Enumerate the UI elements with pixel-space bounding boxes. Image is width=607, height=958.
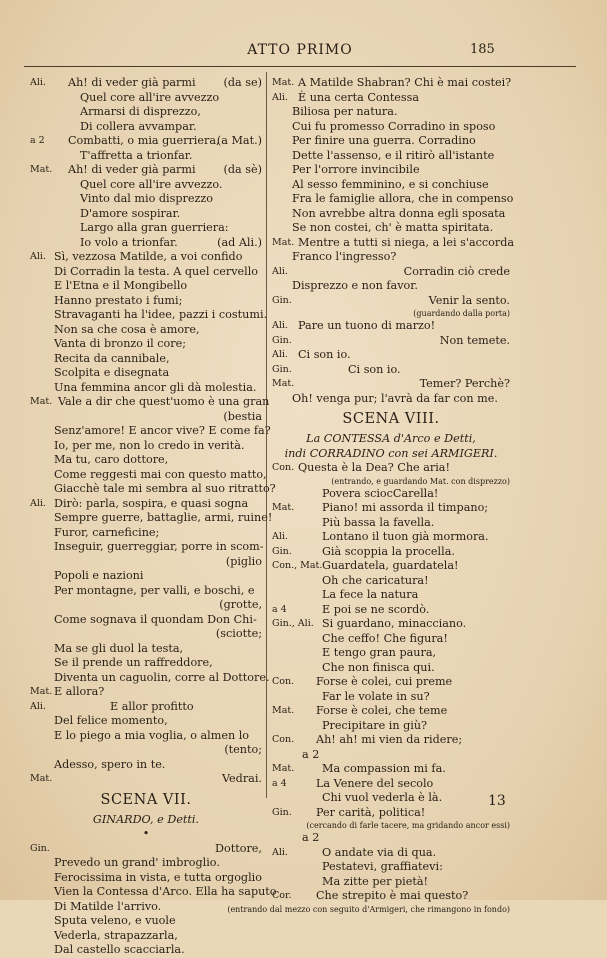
stage-direction (227, 904, 510, 915)
speaker-label: Ali. (272, 531, 288, 542)
speaker-label: Gin. (272, 363, 292, 375)
verse-line (30, 395, 270, 410)
verse-line (30, 497, 262, 512)
stage-direction-text: (entrando, e guardando Mat. con disprezzo) (331, 476, 510, 486)
verse-text: Vien la Contessa d'Arco. Ella ha saputo (54, 885, 277, 898)
verse-line (30, 467, 267, 483)
verse-text: Più bassa la favella. (322, 515, 435, 529)
verse-text: Sempre guerre, battaglie, armi, ruine! (54, 511, 273, 524)
verse-text: Disprezzo e non favor. (292, 279, 418, 292)
right-aligned-text: (tento; (224, 743, 262, 756)
speaker-label: Gin., Ali. (272, 618, 314, 629)
speaker-label: Ali. (272, 91, 288, 103)
verse-line (30, 134, 262, 149)
verse-text: O andate via di qua. (322, 845, 437, 859)
verse-text: Cui fu promesso Corradino in sposo (292, 119, 496, 133)
verse-text: E poi se ne scordò. (322, 602, 430, 616)
scene-cast: GINARDO, e Detti. (92, 812, 200, 826)
verse-line (30, 929, 262, 944)
verse-text: Una femmina ancor gli dà molestia. (54, 380, 257, 394)
right-aligned-text: (da sè) (223, 163, 262, 176)
verse-text: Piano! mi assorda il timpano; (322, 501, 489, 514)
verse-line (30, 511, 273, 526)
speaker-label: Gin. (30, 842, 50, 854)
verse-line (272, 250, 510, 265)
verse-line (272, 294, 510, 309)
speaker-label: Mat. (30, 773, 53, 784)
verse-text: E l'Etna e il Mongibello (54, 279, 188, 292)
verse-text: Al sesso femminino, e si conchiuse (292, 177, 489, 191)
signature-mark: 13 (488, 793, 506, 809)
verse-text: Se non costei, ch' è matta spiritata. (292, 221, 494, 234)
speaker-label: Mat. (30, 686, 53, 697)
verse-line (30, 236, 262, 251)
right-aligned-text: Vedrai. (222, 772, 262, 785)
speaker-label: Mat. (272, 236, 295, 248)
scene-cast: La CONTESSA d'Arco e Detti, (306, 432, 476, 445)
verse-text: Dette l'assenso, e il ritirò all'istante (292, 148, 495, 162)
verse-line (272, 363, 510, 378)
verse-line (30, 410, 262, 425)
verse-text: Come reggesti mai con questo matto, (54, 467, 267, 481)
verse-text: Di Corradin la testa. A quel cervello (54, 264, 259, 278)
verse-text: Ma tu, caro dottore, (54, 453, 169, 466)
verse-text: Oh! venga pur; l'avrà da far con me. (292, 391, 498, 405)
verse-line (30, 700, 262, 715)
verse-text: Chi vuol vederla è là. (322, 791, 443, 804)
page-number: 185 (470, 42, 495, 57)
verse-line (272, 235, 515, 251)
verse-text: Di Matilde l'arrivo. (54, 899, 162, 913)
verse-text: Per finire una guerra. Corradino (292, 134, 476, 147)
verse-line (272, 574, 510, 589)
stage-direction (272, 476, 510, 487)
verse-line (272, 487, 510, 502)
speaker-label: Con., Mat. (272, 560, 323, 571)
verse-line (30, 163, 262, 178)
verse-text: Ma compassion mi fa. (322, 762, 446, 775)
verse-text: Per montagne, per valli, e boschi, e (54, 583, 255, 597)
speaker-label: Ali. (272, 320, 288, 331)
verse-text: Scolpita e disegnata (54, 366, 170, 379)
right-aligned-text: Venir la sento. (428, 293, 510, 307)
speaker-label: Ali. (272, 846, 288, 858)
speaker-label: a 4 (272, 603, 287, 615)
speaker-label: a 2 (30, 135, 45, 146)
verse-text: Che ceffo! Che figura! (322, 631, 448, 645)
verse-text: Ferocissima in vista, e tutta orgoglio (54, 870, 262, 884)
verse-line (30, 265, 262, 280)
header-rule (24, 66, 576, 67)
verse-text: Recita da cannibale, (54, 351, 170, 365)
verse-text: La Venere del secolo (316, 776, 434, 790)
speaker-label: Con. (272, 462, 295, 473)
verse-text: Giacchè tale mi sembra al suo ritratto? (54, 482, 276, 495)
right-aligned-text: (piglio (225, 554, 262, 568)
verse-text: Precipitare in giù? (322, 718, 428, 732)
right-aligned-text: (da se) (223, 76, 262, 89)
verse-text: Popoli e nazioni (54, 569, 144, 582)
verse-line (272, 559, 510, 574)
verse-text: Si guardano, minacciano. (322, 617, 467, 630)
verse-line (272, 603, 510, 618)
verse-line (30, 76, 262, 91)
verse-line (272, 105, 510, 120)
verse-text: Forse è colei, cui preme (316, 675, 453, 688)
verse-line (272, 733, 510, 748)
verse-line (272, 806, 510, 821)
verse-text: a 2 (302, 831, 320, 844)
verse-line (30, 250, 262, 265)
verse-text: Guardatela, guardatela! (322, 559, 459, 572)
verse-line (30, 91, 262, 106)
verse-line (272, 831, 510, 846)
verse-text: Lontano il tuon già mormora. (322, 530, 489, 543)
speaker-label: Ali. (30, 251, 46, 262)
stage-direction-text: (cercando di farle tacere, ma gridando ancor essi) (306, 821, 510, 830)
verse-text: Diventa un caguolin, corre al Dottore. (54, 670, 270, 684)
verse-text: E allor profitto (110, 699, 194, 713)
speaker-label: Gin. (272, 294, 292, 306)
scene-heading: SCENA VIII. (342, 411, 440, 427)
verse-text: Di collera avvampar. (80, 119, 197, 133)
verse-text: Combatti, o mia guerriera, (68, 134, 220, 147)
verse-line (272, 319, 510, 334)
verse-line (30, 584, 262, 599)
verse-text: Dirò: parla, sospira, e quasi sogna (54, 496, 249, 510)
speaker-label: Gin. (272, 334, 292, 346)
verse-line (30, 569, 262, 584)
verse-text: Che strepito è mai questo? (316, 889, 469, 902)
verse-text: D'amore sospirar. (80, 206, 181, 220)
verse-line (30, 192, 262, 207)
verse-line (30, 758, 262, 773)
right-aligned-text: (bestia (223, 409, 262, 423)
verse-line (272, 348, 510, 363)
verse-line (272, 617, 510, 632)
verse-line (272, 588, 510, 603)
verse-line (272, 675, 510, 690)
speaker-label: Mat. (272, 502, 295, 513)
verse-line (30, 308, 268, 323)
verse-text: Quel core all'ire avvezzo. (80, 177, 223, 191)
verse-text: Ah! ah! mi vien da ridere; (316, 733, 463, 746)
verse-text: Pare un tuono di marzo! (298, 319, 436, 332)
verse-text: Ma zitte per pietà! (322, 874, 429, 888)
speaker-label: Ali. (30, 700, 46, 712)
verse-line (30, 670, 270, 686)
verse-line (30, 555, 262, 570)
verse-line (30, 424, 271, 439)
speaker-label: Mat. (30, 396, 53, 407)
verse-line (30, 598, 262, 613)
speaker-label: Con. (272, 734, 295, 745)
verse-text: E tengo gran paura, (322, 646, 437, 659)
verse-line (30, 772, 262, 787)
verse-text: E allora? (54, 685, 105, 698)
verse-line (272, 646, 510, 661)
stage-direction-text: (guardando dalla porta) (413, 309, 510, 318)
verse-line (272, 690, 510, 705)
verse-line (30, 526, 262, 541)
verse-text: La fece la natura (322, 588, 419, 601)
speaker-label: Mat. (272, 77, 295, 88)
verse-line (30, 743, 262, 758)
verse-line (272, 516, 510, 531)
verse-line (272, 860, 510, 875)
verse-line (272, 846, 510, 861)
speaker-label: Cor. (272, 890, 292, 901)
verse-text: Prevedo un grand' imbroglio. (54, 856, 220, 869)
verse-text: Non sa che cosa è amore, (54, 322, 200, 336)
verse-text: Come sognava il quondam Don Chi- (54, 612, 257, 626)
verse-line (272, 762, 510, 777)
verse-line (272, 719, 510, 734)
speaker-label: Mat. (30, 164, 53, 175)
verse-text: Quel core all'ire avvezzo (80, 90, 220, 104)
verse-line (30, 279, 262, 294)
verse-line (272, 149, 510, 164)
verse-line (272, 334, 510, 349)
right-aligned-text: Corradin ciò crede (403, 264, 510, 278)
verse-text: Del felice momento, (54, 714, 168, 727)
verse-text: Oh che caricatura! (322, 573, 429, 587)
right-aligned-text: (a Mat.) (216, 134, 262, 147)
verse-line (30, 294, 262, 309)
verse-text: Povera sciocCarella! (322, 486, 439, 500)
verse-text: Sì, vezzosa Matilde, a voi confido (54, 250, 243, 263)
verse-line (30, 352, 262, 367)
speaker-label: Ali. (272, 349, 288, 360)
verse-line (272, 265, 510, 280)
verse-text: A Matilde Shabran? Chi è mai costei? (298, 76, 512, 89)
verse-line (272, 221, 510, 236)
verse-text: Adesso, spero in te. (54, 757, 166, 771)
left-column (30, 76, 277, 958)
scene-cast: indi CORRADINO con sei ARMIGERI. (284, 446, 498, 460)
verse-text: Franco l'ingresso? (292, 250, 397, 263)
stage-direction-text: (entrando dal mezzo con seguito d'Armigeri, che rimangono in fondo) (227, 904, 510, 914)
stage-direction (272, 308, 510, 319)
verse-text: Furor, carneficine; (54, 525, 160, 539)
speaker-label: Ali. (30, 497, 46, 509)
verse-line (30, 439, 262, 454)
verse-text: Per l'orrore invincibile (292, 163, 420, 176)
ornament: • (142, 827, 150, 840)
verse-line (272, 377, 510, 392)
verse-text: Ci son io. (348, 362, 401, 376)
verse-text: Già scoppia la procella. (322, 544, 455, 558)
verse-line (30, 207, 262, 222)
running-header (0, 42, 607, 62)
verse-line (272, 120, 510, 135)
verse-line (272, 207, 510, 222)
speaker-label: Ali. (30, 77, 46, 88)
verse-line (30, 642, 262, 657)
verse-line (30, 540, 262, 555)
verse-line (30, 323, 262, 338)
verse-line (30, 885, 277, 900)
speaker-label: Ali. (272, 265, 288, 277)
speaker-label: Gin. (272, 806, 292, 818)
verse-line (272, 530, 510, 545)
verse-text: Ah! di veder già parmi (68, 163, 196, 176)
scene-heading: SCENA VII. (100, 791, 192, 808)
verse-line (272, 91, 510, 106)
verse-line (30, 366, 262, 381)
verse-line (30, 856, 262, 871)
verse-line (30, 221, 262, 236)
verse-text: È una certa Contessa (298, 90, 420, 104)
speaker-label: Mat. (272, 763, 295, 774)
verse-text: Ah! di veder già parmi (68, 76, 196, 89)
speaker-label: Mat. (272, 378, 295, 389)
speaker-label: Con. (272, 676, 295, 687)
verse-text: Questa è la Dea? Che aria! (298, 461, 450, 474)
verse-text: Se il prende un raffreddore, (54, 656, 213, 669)
verse-line (30, 120, 262, 135)
verse-text: Mentre a tutti si niega, a lei s'accorda (298, 235, 515, 249)
right-aligned-text: (ad Ali.) (217, 235, 262, 249)
verse-line (272, 461, 510, 476)
verse-line (30, 627, 262, 642)
verse-line (30, 337, 262, 352)
verse-line (272, 134, 510, 149)
verse-line (272, 791, 510, 806)
right-aligned-text: Temer? Perchè? (419, 377, 510, 390)
verse-line (30, 613, 262, 628)
verse-text: Armarsi di disprezzo, (80, 105, 201, 118)
verse-line (272, 545, 510, 560)
verse-text: Dal castello scacciarla. (54, 943, 185, 956)
verse-line (30, 105, 262, 120)
verse-text: Biliosa per natura. (292, 105, 398, 118)
right-aligned-text: (grotte, (219, 598, 262, 611)
verse-text: a 2 (302, 747, 320, 761)
verse-line (272, 661, 510, 676)
verse-line (30, 842, 262, 857)
verse-line (272, 889, 510, 904)
verse-text: Sputa veleno, e vuole (54, 914, 176, 927)
verse-text: E lo piego a mia voglia, o almen lo (54, 728, 250, 742)
verse-line (30, 943, 262, 958)
verse-text: Pestatevi, graffiatevi: (322, 860, 443, 873)
verse-text: Vinto dal mio disprezzo (80, 192, 214, 205)
verse-text: Far le volate in su? (322, 689, 430, 703)
verse-text: Vale a dir che quest'uomo è una gran (58, 395, 270, 408)
speaker-label: Gin. (272, 545, 292, 557)
verse-text: Stravaganti ha l'idee, pazzi i costumi. (54, 308, 268, 321)
verse-text: Non avrebbe altra donna egli sposata (292, 206, 506, 220)
verse-line (30, 178, 262, 193)
header-title: ATTO PRIMO (247, 42, 353, 58)
right-aligned-text: Non temete. (439, 333, 510, 347)
verse-line (30, 914, 262, 929)
verse-text: Per carità, politica! (316, 805, 426, 819)
verse-text: Ma se gli duol la testa, (54, 641, 184, 655)
verse-line (272, 192, 514, 207)
verse-text: Che non finisca qui. (322, 660, 435, 674)
verse-line (272, 178, 510, 193)
verse-line (272, 279, 510, 294)
verse-line (30, 714, 262, 729)
verse-line (272, 163, 510, 178)
right-aligned-text: Dottore, (215, 841, 262, 855)
verse-text: Vederla, strapazzarla, (54, 928, 178, 942)
verse-line (30, 482, 276, 497)
verse-text: Io volo a trionfar. (80, 235, 178, 249)
verse-text: Forse è colei, che teme (316, 704, 448, 717)
right-aligned-text: (sciotte; (215, 627, 262, 640)
verse-line (272, 392, 510, 407)
verse-line (272, 632, 510, 647)
verse-text: Vanta di bronzo il core; (54, 337, 187, 350)
verse-line (30, 149, 262, 164)
verse-text: Io, per me, non lo credo in verità. (54, 438, 245, 452)
verse-text: Inseguir, guerreggiar, porre in scom- (54, 540, 264, 553)
verse-line (272, 501, 510, 516)
verse-line (272, 76, 510, 91)
verse-line (30, 685, 262, 700)
verse-text: Fra le famiglie allora, che in compenso (292, 192, 514, 205)
verse-line (272, 748, 510, 763)
verse-line (30, 656, 262, 671)
verse-line (30, 453, 262, 468)
verse-line (30, 871, 262, 886)
speaker-label: a 4 (272, 777, 287, 789)
speaker-label: Mat. (272, 705, 295, 716)
verse-text: Hanno prestato i fumi; (54, 293, 183, 307)
verse-text: T'affretta a trionfar. (80, 148, 193, 162)
verse-line (30, 381, 262, 396)
verse-text: Ci son io. (298, 348, 351, 361)
verse-text: Senz'amore! E ancor vive? E come fa? (54, 424, 271, 437)
verse-text: Largo alla gran guerriera: (80, 221, 229, 234)
verse-line (30, 729, 262, 744)
verse-line (272, 875, 510, 890)
stage-direction (272, 820, 510, 831)
verse-line (272, 704, 510, 719)
verse-line (272, 777, 510, 792)
